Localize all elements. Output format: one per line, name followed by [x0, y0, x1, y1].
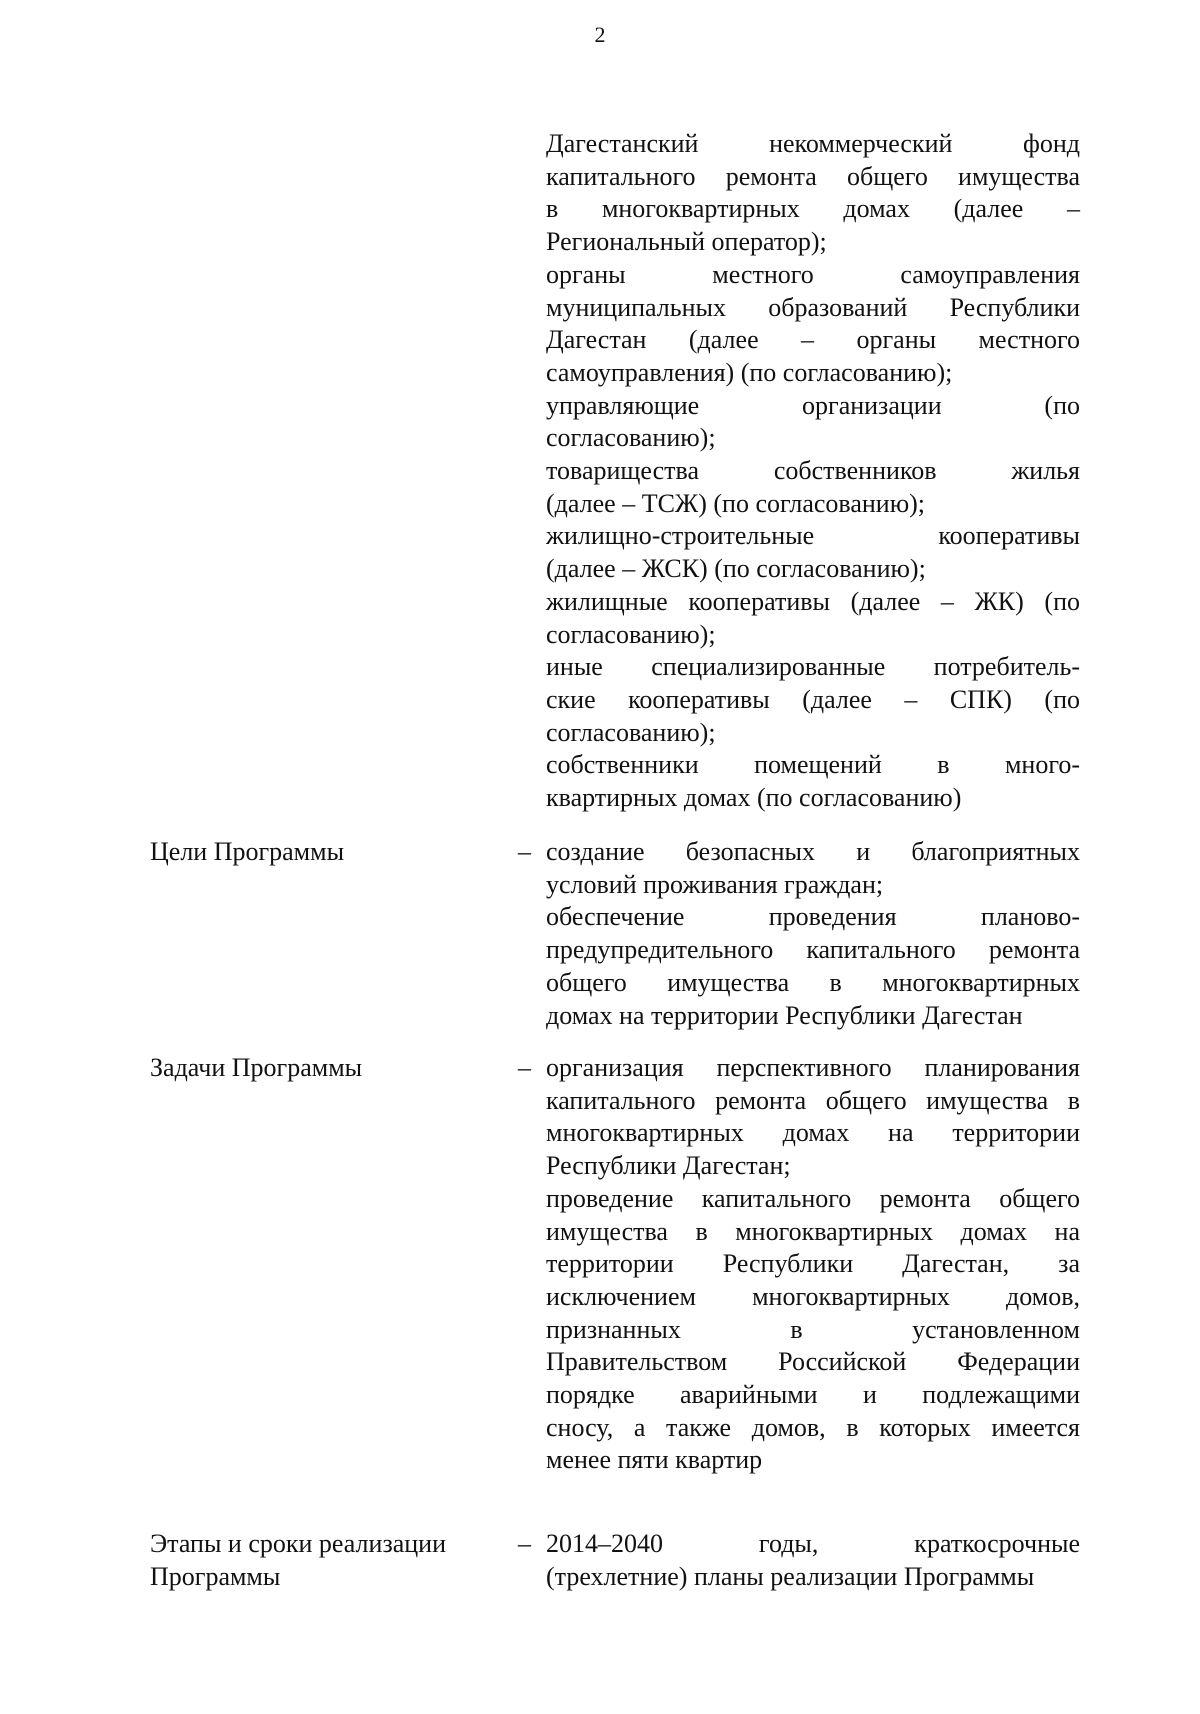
text-line: сносу, а также домов, в которых имеется [546, 1412, 1080, 1442]
text-line: согласованию); [546, 423, 716, 453]
text-line: капитального ремонта общего имущества [546, 161, 1080, 191]
text-line: жилищно-строительные кооперативы [546, 521, 1080, 551]
text-line: жилищные кооперативы (далее – ЖК) (по [546, 586, 1080, 616]
text-line: (трехлетние) планы реализации Программы [546, 1561, 1035, 1591]
text-line: создание безопасных и благоприятных [546, 837, 1080, 866]
text-line: в многоквартирных домах (далее – [546, 194, 1080, 224]
text-line: территории Республики Дагестан, за [546, 1249, 1080, 1279]
text-line: согласованию); [546, 717, 716, 747]
text-line: товарищества собственников жилья [546, 456, 1080, 486]
text-line: (далее – ТСЖ) (по согласованию); [546, 488, 926, 518]
text-line: домах на территории Республики Дагестан [546, 1000, 1023, 1030]
text-line: муниципальных образований Республики [546, 292, 1080, 322]
section-dash: – [518, 837, 531, 866]
text-line: 2014–2040 годы, краткосрочные [546, 1529, 1080, 1558]
section-label: Этапы и сроки реализации Программы [150, 1529, 446, 1591]
section-dash: – [518, 1529, 531, 1558]
text-line: Дагестанский некоммерческий фонд [546, 129, 1080, 158]
text-line: Республики Дагестан; [546, 1151, 791, 1181]
section-label: Цели Программы [150, 837, 345, 866]
text-line: органы местного самоуправления [546, 259, 1080, 289]
text-line: квартирных домах (по согласованию) [546, 783, 962, 813]
text-line: собственники помещений в много- [546, 750, 1080, 780]
text-line: имущества в многоквартирных домах на [546, 1216, 1080, 1246]
text-line: согласованию); [546, 619, 716, 649]
text-line: организация перспективного планирования [546, 1053, 1080, 1082]
text-line: многоквартирных домах на территории [546, 1118, 1080, 1148]
section-text [546, 1052, 1080, 1477]
text-line: исключением многоквартирных домов, [546, 1281, 1080, 1311]
text-line: менее пяти квартир [546, 1445, 763, 1475]
text-line: капитального ремонта общего имущества в [546, 1085, 1080, 1115]
text-line: Правительством Российской Федерации [546, 1347, 1080, 1377]
text-line: предупредительного капитального ремонта [546, 935, 1080, 965]
section-text [546, 836, 1080, 1032]
text-line: Дагестан (далее – органы местного [546, 325, 1080, 355]
section-label: Задачи Программы [150, 1053, 363, 1082]
text-line: признанных в установленном [546, 1314, 1080, 1344]
text-line: ские кооперативы (далее – СПК) (по [546, 684, 1080, 714]
text-line: иные специализированные потребитель- [546, 652, 1080, 682]
section-dash: – [518, 1053, 531, 1082]
text-line: (далее – ЖСК) (по согласованию); [546, 554, 926, 584]
text-line: условий проживания граждан; [546, 869, 884, 899]
page-number: 2 [594, 22, 606, 47]
text-line: порядке аварийными и подлежащими [546, 1380, 1080, 1410]
continuation-text [546, 128, 1080, 815]
text-line: проведение капитального ремонта общего [546, 1183, 1080, 1213]
section-text [546, 1528, 1080, 1593]
text-line: Региональный оператор); [546, 227, 827, 257]
text-line: обеспечение проведения планово- [546, 902, 1080, 932]
text-line: общего имущества в многоквартирных [546, 967, 1080, 997]
text-line: управляющие организации (по [546, 390, 1080, 420]
text-line: самоуправления) (по согласованию); [546, 357, 953, 387]
